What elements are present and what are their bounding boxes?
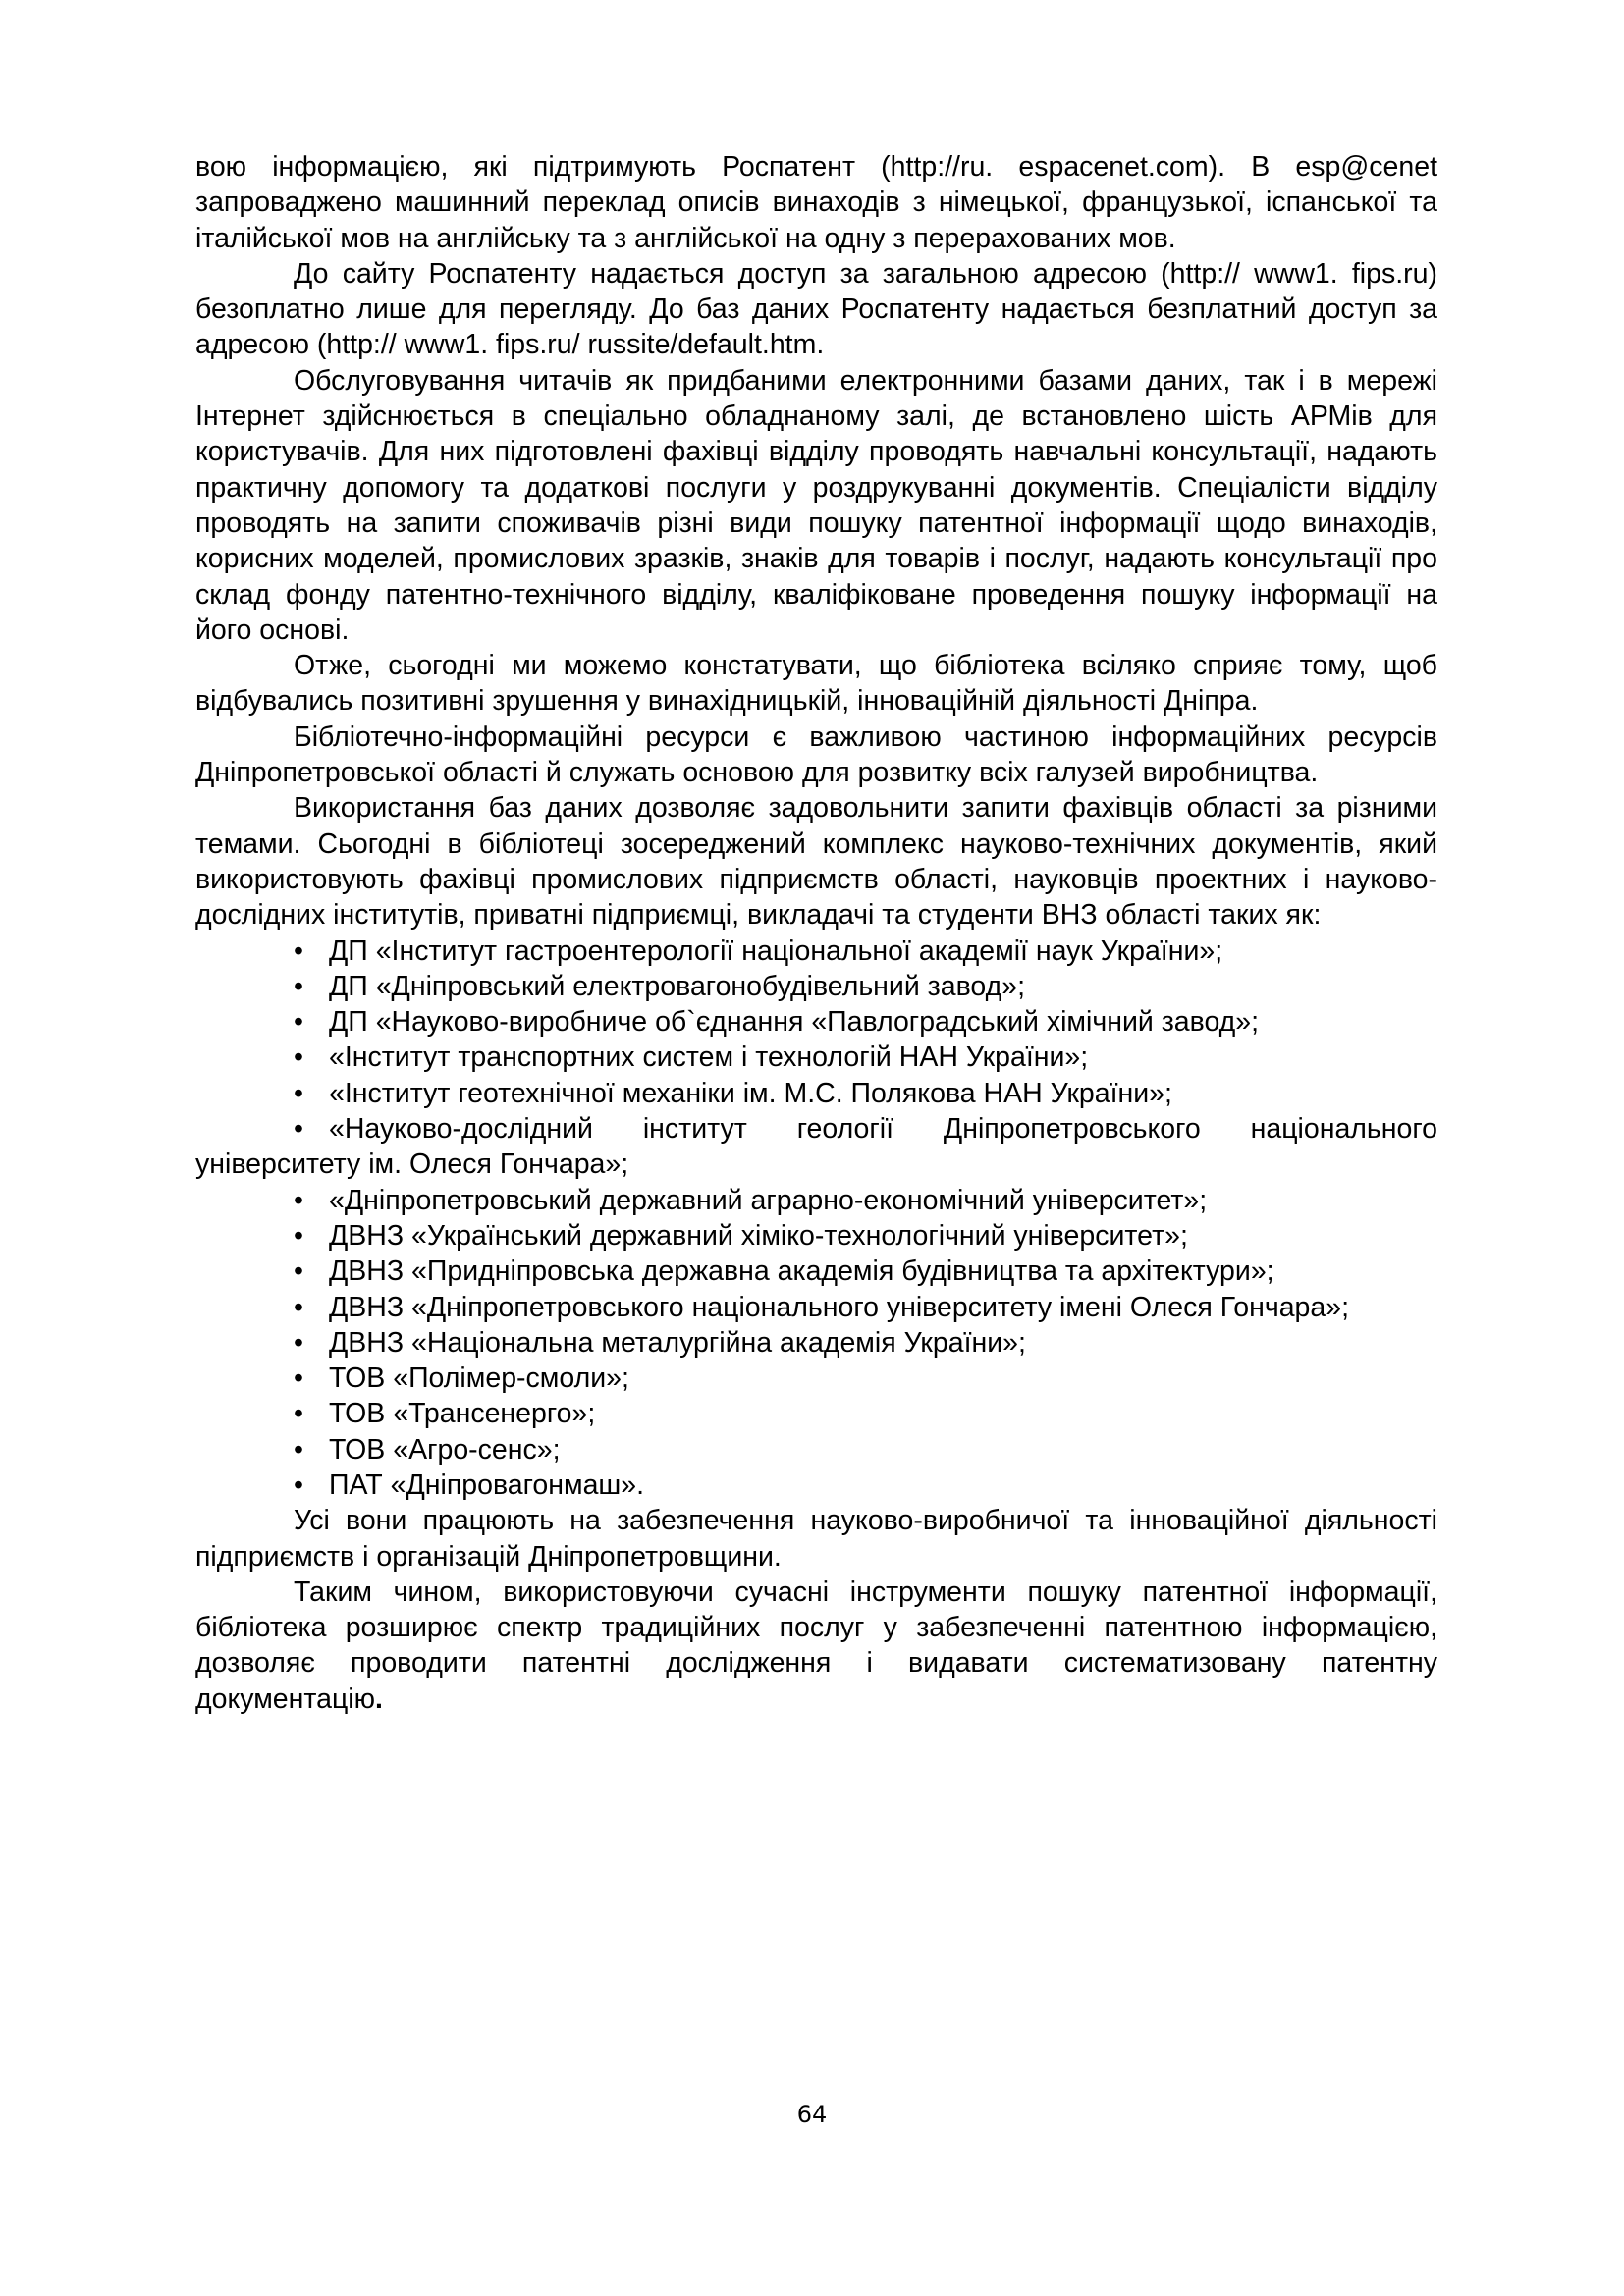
paragraph-final-text: Таким чином, використовуючи сучасні інструменти пошуку патентної інформації, бібліотека розширює спектр традиційних послуг у забезпеченні патентною інформацією, дозволяє проводити патентні дослідження і видавати систематизовану патентну документацію xyxy=(195,1575,1437,1715)
list-item xyxy=(195,1040,1437,1075)
list-item-text: ДВНЗ «Національна металургійна академія України»; xyxy=(329,1326,1026,1359)
list-item-text: «Науково-дослідний інститут геології Дніпропетровського національного університету ім. Олеся Гончара»; xyxy=(195,1113,1437,1181)
list-item xyxy=(195,1004,1437,1040)
list-item-text: ДВНЗ «Український державний хіміко-технологічний університет»; xyxy=(329,1219,1188,1252)
list-item xyxy=(195,1183,1437,1218)
list-item-text: ДВНЗ «Дніпропетровського національного університету імені Олеся Гончара»; xyxy=(329,1291,1350,1323)
bullet-icon: • xyxy=(294,1362,303,1395)
bullet-icon: • xyxy=(294,1219,303,1252)
bullet-icon: • xyxy=(294,1255,303,1288)
list-item-text: ДП «Дніпровський електровагонобудівельний завод»; xyxy=(329,970,1026,1002)
bullet-icon: • xyxy=(294,1041,303,1074)
list-item-text: ДВНЗ «Придніпровська державна академія будівництва та архітектури»; xyxy=(329,1255,1274,1288)
paragraph-reader-services: Обслуговування читачів як придбаними електронними базами даних, так і в мережі Інтернет здійснюється в спеціально обладнаному залі, де встановлено шість АРМів для користувачів. Для них підготовлені фахівці відділу проводять навчальні консультації, надають практичну допомогу та додаткові послуги у роздрукуванні документів. Спеціалісти відділу проводять на запити споживачів різні види пошуку патентної інформації щодо винаходів, корисних моделей, промислових зразків, знаків для товарів і послуг, надають консультації про склад фонду патентно-технічного відділу, кваліфіковане проведення пошуку інформації на його основі. xyxy=(195,364,1437,646)
bullet-icon: • xyxy=(294,970,303,1002)
organizations-list xyxy=(195,934,1437,1504)
paragraph-conclusion: Отже, сьогодні ми можемо констатувати, що бібліотека всіляко сприяє тому, щоб відбувались позитивні зрушення у винахідницькій, інноваційній діяльності Дніпра. xyxy=(195,650,1437,718)
paragraph-summary: Усі вони працюють на забезпечення науково-виробничої та інноваційної діяльності підприємств і організацій Дніпропетровщини. xyxy=(195,1505,1437,1573)
list-item xyxy=(195,1325,1437,1361)
bullet-icon: • xyxy=(294,1326,303,1359)
paragraph-rospatent-access: До сайту Роспатенту надається доступ за загальною адресою (http:// www1. fips.ru) безоплатно лише для перегляду. До баз даних Роспатенту надається безплатний доступ за адресою (http:// www1. fips.ru/ russite/default.htm. xyxy=(195,257,1437,361)
bullet-icon: • xyxy=(294,1468,303,1501)
list-item xyxy=(195,1254,1437,1289)
list-item xyxy=(195,1396,1437,1431)
paragraph-continuation: вою інформацією, які підтримують Роспатент (http://ru. espacenet.com). В esp@cenet запроваджено машинний переклад описів винаходів з німецької, французької, іспанської та італійської мов на англійську та з англійської на одну з перерахованих мов. xyxy=(195,151,1437,254)
list-item xyxy=(195,1361,1437,1396)
list-item xyxy=(195,969,1437,1004)
list-item-text: ДП «Інститут гастроентерології національної академії наук України»; xyxy=(329,934,1223,967)
list-item-text: «Дніпропетровський державний аграрно-економічний університет»; xyxy=(329,1184,1208,1216)
bullet-icon: • xyxy=(294,1184,303,1216)
bullet-icon: • xyxy=(294,1398,303,1430)
list-item xyxy=(195,1290,1437,1325)
bullet-icon: • xyxy=(294,1077,303,1109)
bullet-icon: • xyxy=(294,1433,303,1466)
bullet-icon: • xyxy=(294,1291,303,1323)
list-item-text: ПАТ «Дніпровагонмаш». xyxy=(329,1468,645,1501)
list-item-text: ТОВ «Агро-сенс»; xyxy=(329,1433,561,1466)
list-item-text: «Інститут транспортних систем і технологій НАН України»; xyxy=(329,1041,1089,1074)
list-item xyxy=(195,1111,1437,1183)
bullet-icon: • xyxy=(294,1113,303,1146)
list-item-text: ТОВ «Полімер-смоли»; xyxy=(329,1362,629,1395)
list-item xyxy=(195,1076,1437,1111)
list-item-text: ТОВ «Трансенерго»; xyxy=(329,1398,596,1430)
list-item-text: ДП «Науково-виробниче об`єднання «Павлоградський хімічний завод»; xyxy=(329,1006,1260,1039)
list-item xyxy=(195,1218,1437,1254)
bullet-icon: • xyxy=(294,1006,303,1039)
list-item-text: «Інститут геотехнічної механіки ім. М.С. Полякова НАН України»; xyxy=(329,1077,1172,1109)
final-period: . xyxy=(375,1682,383,1715)
paragraph-final xyxy=(195,1575,1437,1717)
paragraph-database-usage: Використання баз даних дозволяє задовольнити запити фахівців області за різними темами. Сьогодні в бібліотеці зосереджений комплекс науково-технічних документів, який використовують фахівці промислових підприємств області, науковців проектних і науково-дослідних інститутів, приватні підприємці, викладачі та студенти ВНЗ області таких як: xyxy=(195,792,1437,932)
bullet-icon: • xyxy=(294,934,303,967)
document-body xyxy=(195,149,1437,1717)
list-item xyxy=(195,1468,1437,1503)
list-item xyxy=(195,1432,1437,1468)
list-item xyxy=(195,934,1437,969)
page-number: 64 xyxy=(796,2101,828,2128)
paragraph-resources: Бібліотечно-інформаційні ресурси є важливою частиною інформаційних ресурсів Дніпропетровської області й служать основою для розвитку всіх галузей виробництва. xyxy=(195,721,1437,789)
